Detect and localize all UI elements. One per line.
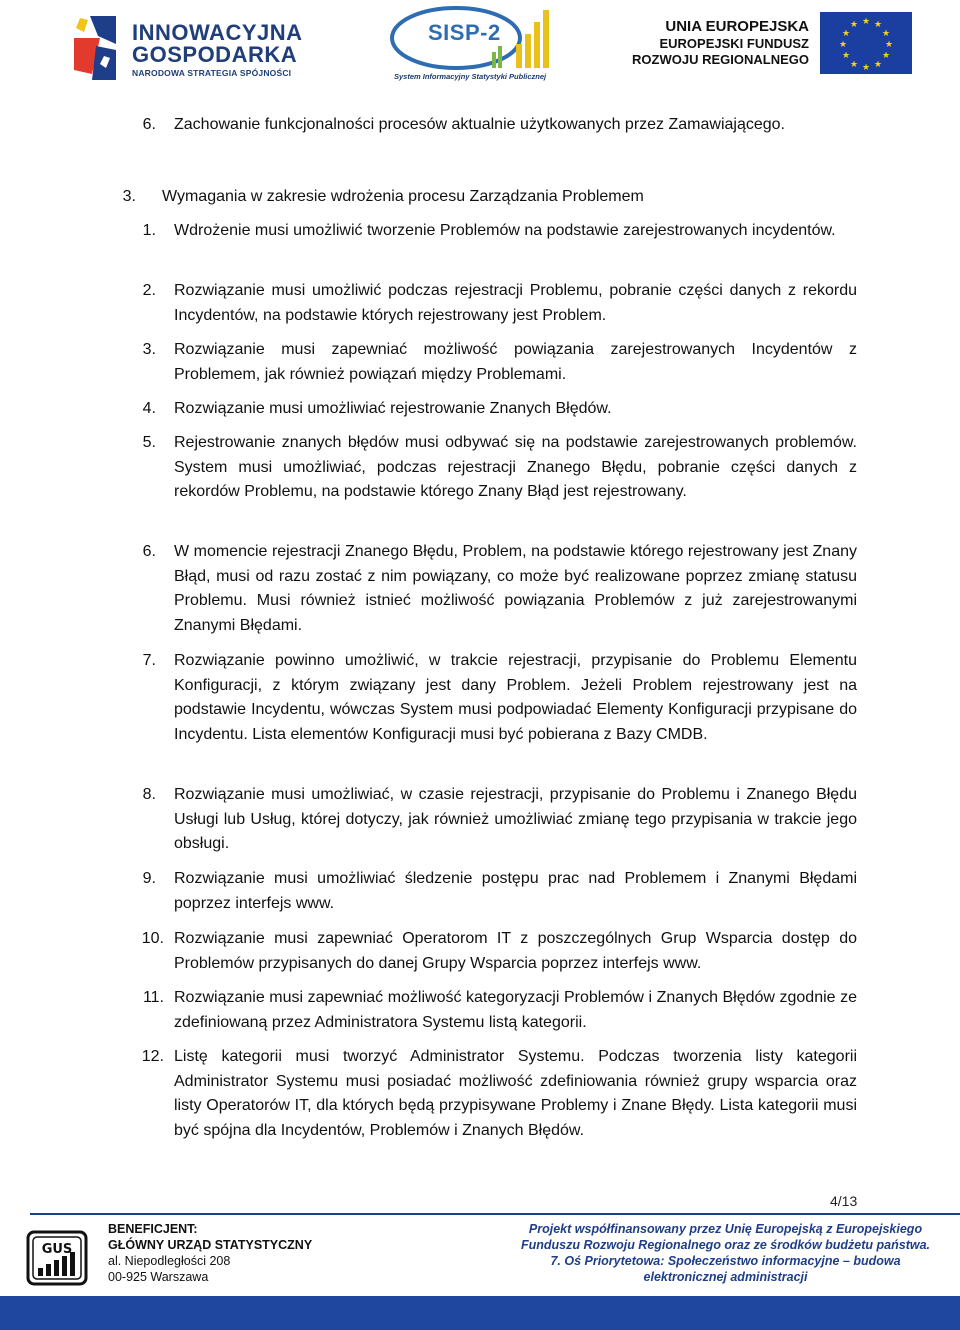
innowacyjna-gospodarka-emblem-icon	[70, 10, 116, 82]
svg-text:★: ★	[861, 63, 871, 73]
footer-divider	[30, 1213, 960, 1215]
list-item-text: Listę kategorii musi tworzyć Administrator Systemu. Podczas tworzenia listy kategorii Administrator Systemu musi posiadać możliwość zdefiniowania również grupy wsparcia oraz listy Operatorów IT, dla których będą przypisywane Problemy i Znane Błędy. Lista kategorii musi być spójna dla Incydentów, Problemów i Znanych Błędów.	[174, 1048, 857, 1139]
section-number: 3.	[122, 188, 136, 205]
svg-text:★: ★	[873, 60, 883, 70]
list-item-text: Wdrożenie musi umożliwić tworzenie Problemów na podstawie zarejestrowanych incydentów.	[174, 222, 836, 239]
eu-line-1: UNIA EUROPEJSKA	[665, 18, 809, 35]
list-item-number: 9.	[142, 870, 156, 887]
eu-line-3: ROZWOJU REGIONALNEGO	[632, 52, 809, 67]
beneficiary-street: al. Niepodległości 208	[108, 1254, 231, 1268]
svg-text:★: ★	[841, 29, 851, 39]
section-title: Wymagania w zakresie wdrożenia procesu Zarządzania Problemem	[162, 188, 644, 205]
list-item-text: Rozwiązanie musi umożliwiać, w czasie rejestracji, przypisanie do Problemu i Znanego Błędu Usługi lub Usług, której dotyczy, jak również umożliwiać zmianę tego przypisania w trakcie jego obsługi.	[174, 786, 857, 852]
list-item-text: Rejestrowanie znanych błędów musi odbywać się na podstawie zarejestrowanych problemów. System musi umożliwiać, podczas rejestracji Znanego Błędu, pobranie części danych z rekordów Problemu, na podstawie którego Znany Błąd jest rejestrowany.	[174, 434, 857, 500]
footer-color-bar	[0, 1296, 960, 1330]
project-line-1: Projekt współfinansowany przez Unię Europejską z Europejskiego	[528, 1222, 923, 1236]
prev-item-text: Zachowanie funkcjonalności procesów aktualnie użytkowanych przez Zamawiającego.	[174, 116, 785, 133]
beneficiary-block	[108, 1221, 312, 1285]
list-item-number: 8.	[142, 786, 156, 803]
gus-emblem-icon	[22, 1228, 92, 1288]
prev-item-number: 6.	[142, 116, 156, 133]
list-item-number: 3.	[142, 341, 156, 358]
list-item-number: 4.	[142, 400, 156, 417]
eu-line-2: EUROPEJSKI FUNDUSZ	[659, 36, 809, 51]
list-item-number: 5.	[142, 434, 156, 451]
list-item-text: Rozwiązanie musi umożliwiać śledzenie postępu prac nad Problemem i Znanymi Błędami poprzez interfejs www.	[174, 870, 857, 912]
project-line-2: Funduszu Rozwoju Regionalnego oraz ze środków budżetu państwa.	[520, 1238, 931, 1252]
svg-text:★: ★	[881, 51, 891, 61]
beneficiary-label: BENEFICJENT:	[108, 1222, 198, 1236]
sisp-2-logo	[388, 4, 558, 86]
logo-line-2: GOSPODARKA	[132, 42, 298, 67]
svg-text:★: ★	[849, 60, 859, 70]
page-number: 4/13	[830, 1193, 858, 1209]
svg-text:★: ★	[873, 20, 883, 30]
list-item-text: Rozwiązanie musi zapewniać Operatorom IT z poszczególnych Grup Wsparcia dostęp do Problemów przypisanych do danej Grupy Wsparcia poprzez interfejs www.	[174, 930, 857, 972]
list-item-text: Rozwiązanie musi zapewniać możliwość powiązania zarejestrowanych Incydentów z Problemem, jak również powiązań między Problemami.	[174, 341, 857, 383]
svg-text:★: ★	[884, 40, 894, 50]
gus-logo-text: GUS	[41, 1242, 73, 1257]
project-line-3: 7. Oś Priorytetowa: Społeczeństwo informacyjne – budowa	[550, 1254, 901, 1268]
page-header	[0, 0, 960, 92]
beneficiary-city: 00-925 Warszawa	[108, 1270, 209, 1284]
list-item-text: Rozwiązanie musi umożliwiać rejestrowanie Znanych Błędów.	[174, 400, 612, 417]
list-item-number: 2.	[142, 282, 156, 299]
beneficiary-name: GŁÓWNY URZĄD STATYSTYCZNY	[108, 1238, 313, 1252]
list-item-number: 10.	[141, 930, 164, 947]
innowacyjna-gospodarka-logo	[62, 8, 302, 84]
list-item-number: 7.	[142, 652, 156, 669]
eu-logo	[632, 12, 912, 74]
list-item-number: 11.	[142, 989, 164, 1006]
sisp-title: SISP-2	[428, 20, 501, 45]
svg-text:★: ★	[838, 40, 848, 50]
list-item-number: 6.	[142, 543, 156, 560]
gus-logo	[22, 1228, 92, 1288]
sisp-subtitle: System Informacyjny Statystyki Publicznej	[394, 72, 547, 81]
logo-line-1: INNOWACYJNA	[132, 20, 303, 45]
svg-text:★: ★	[881, 29, 891, 39]
logo-line-3: NARODOWA STRATEGIA SPÓJNOŚCI	[132, 68, 292, 78]
svg-text:★: ★	[849, 20, 859, 30]
project-line-4: elektronicznej administracji	[643, 1270, 808, 1284]
list-item-number: 12.	[141, 1048, 164, 1065]
project-funding-note	[498, 1221, 953, 1285]
list-item-text: Rozwiązanie musi umożliwić podczas rejestracji Problemu, pobranie części danych z rekordu Incydentów, na podstawie których rejestrowany jest Problem.	[174, 282, 857, 324]
list-item-text: Rozwiązanie powinno umożliwić, w trakcie rejestracji, przypisanie do Problemu Elementu Konfiguracji, z którym związany jest dany Problem. Jeżeli Problem rejestrowany jest na podstawie Incydentu, wówczas System musi podpowiadać Elementy Konfiguracji przypisane do Incydentu. Lista elementów Konfiguracji musi być pobierana z Bazy CMDB.	[174, 652, 857, 743]
list-item-text: Rozwiązanie musi zapewniać możliwość kategoryzacji Problemów i Znanych Błędów zgodnie ze zdefiniowaną przez Administratora Systemu listą kategorii.	[174, 989, 857, 1031]
eu-flag-icon	[820, 12, 912, 74]
list-item-number: 1.	[142, 222, 156, 239]
svg-text:★: ★	[861, 17, 871, 27]
svg-text:★: ★	[841, 51, 851, 61]
list-item-text: W momencie rejestracji Znanego Błędu, Problem, na podstawie którego rejestrowany jest Znany Błąd, musi od razu zostać z nim powiązany, co może być realizowane poprzez zmianę statusu Problemu. Musi również istnieć możliwość powiązania Problemów z już zarejestrowanymi Znanymi Błędami.	[174, 543, 857, 634]
